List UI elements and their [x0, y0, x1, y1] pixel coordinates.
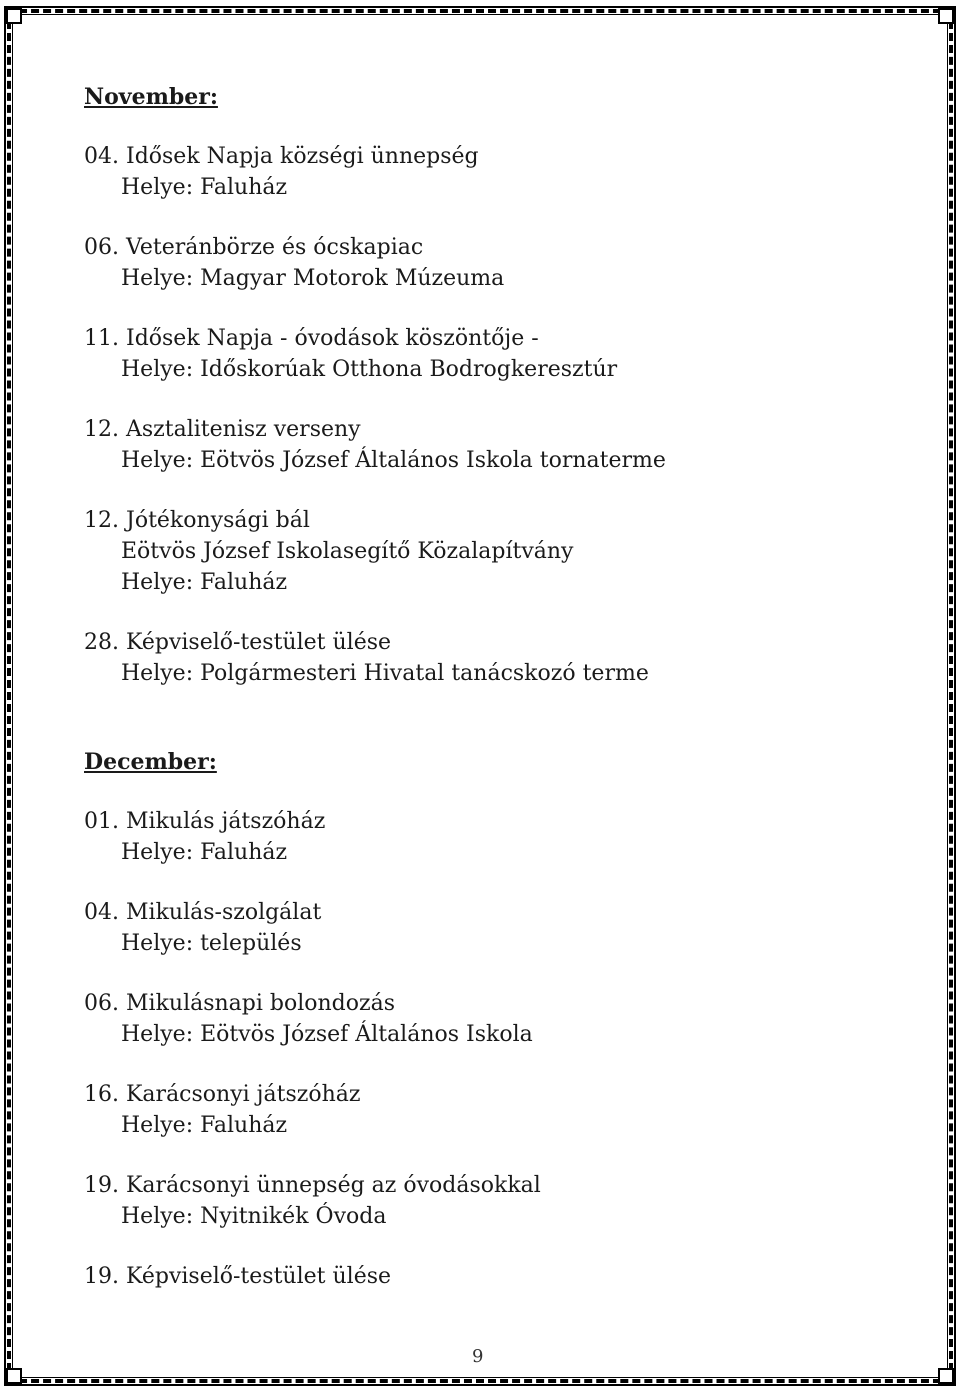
event-item [84, 323, 884, 385]
page-number: 9 [472, 1346, 484, 1367]
month-section [84, 82, 884, 689]
event-detail-line: Helye: Faluház [121, 570, 288, 595]
event-calendar [84, 82, 884, 1292]
event-title: Karácsonyi ünnepség az óvodásokkal [126, 1173, 541, 1198]
event-title: Idősek Napja - óvodások köszöntője - [126, 326, 539, 351]
event-item [84, 1261, 884, 1292]
event-title: Képviselő-testület ülése [126, 1264, 392, 1289]
border-corner-ornament [6, 8, 22, 24]
event-item [84, 1079, 884, 1141]
event-title-line [84, 505, 884, 536]
event-date: 06. [84, 991, 119, 1016]
event-detail-line: Helye: Eötvös József Általános Iskola tornaterme [121, 448, 666, 473]
event-item [84, 414, 884, 476]
event-detail-line: Helye: Időskorúak Otthona Bodrogkeresztúr [121, 357, 618, 382]
border-corner-ornament [938, 8, 954, 24]
event-item [84, 806, 884, 868]
event-item [84, 141, 884, 203]
event-title-line [84, 627, 884, 658]
event-date: 01. [84, 809, 119, 834]
event-detail-line: Helye: Polgármesteri Hivatal tanácskozó terme [121, 661, 649, 686]
border-corner-ornament [938, 1368, 954, 1384]
event-detail-line: Helye: Faluház [121, 175, 288, 200]
event-item [84, 505, 884, 598]
event-date: 12. [84, 417, 119, 442]
event-title-line [84, 1079, 884, 1110]
event-title: Mikulásnapi bolondozás [126, 991, 396, 1016]
event-title-line [84, 232, 884, 263]
month-section [84, 747, 884, 1292]
event-date: 04. [84, 144, 119, 169]
event-title: Karácsonyi játszóház [126, 1082, 361, 1107]
event-date: 11. [84, 326, 119, 351]
event-detail-line: Helye: Faluház [121, 840, 288, 865]
event-date: 19. [84, 1264, 119, 1289]
event-title-line [84, 897, 884, 928]
event-list [84, 806, 884, 1292]
event-detail-line: Helye: Eötvös József Általános Iskola [121, 1022, 533, 1047]
event-title-line [84, 323, 884, 354]
event-title: Asztalitenisz verseny [126, 417, 361, 442]
event-item [84, 897, 884, 959]
event-title: Jótékonysági bál [126, 508, 310, 533]
event-title: Képviselő-testület ülése [126, 630, 392, 655]
event-item [84, 232, 884, 294]
border-corner-ornament [6, 1368, 22, 1384]
event-date: 28. [84, 630, 119, 655]
event-detail-line: Helye: település [121, 931, 302, 956]
event-date: 12. [84, 508, 119, 533]
event-title: Veteránbörze és ócskapiac [126, 235, 424, 260]
event-detail-line: Eötvös József Iskolasegítő Közalapítvány [121, 539, 574, 564]
event-detail-line: Helye: Magyar Motorok Múzeuma [121, 266, 505, 291]
event-date: 19. [84, 1173, 119, 1198]
event-title-line [84, 141, 884, 172]
event-detail-line: Helye: Nyitnikék Óvoda [121, 1204, 387, 1229]
event-title-line [84, 988, 884, 1019]
event-title-line [84, 1170, 884, 1201]
event-title: Mikulás-szolgálat [126, 900, 322, 925]
event-item [84, 988, 884, 1050]
month-heading: December: [84, 749, 217, 775]
event-title: Mikulás játszóház [126, 809, 326, 834]
event-date: 04. [84, 900, 119, 925]
event-title-line [84, 806, 884, 837]
event-date: 16. [84, 1082, 119, 1107]
event-title: Idősek Napja községi ünnepség [126, 144, 479, 169]
event-date: 06. [84, 235, 119, 260]
event-item [84, 1170, 884, 1232]
event-item [84, 627, 884, 689]
month-heading: November: [84, 84, 218, 110]
event-list [84, 141, 884, 689]
event-detail-line: Helye: Faluház [121, 1113, 288, 1138]
event-title-line [84, 414, 884, 445]
event-title-line [84, 1261, 884, 1292]
